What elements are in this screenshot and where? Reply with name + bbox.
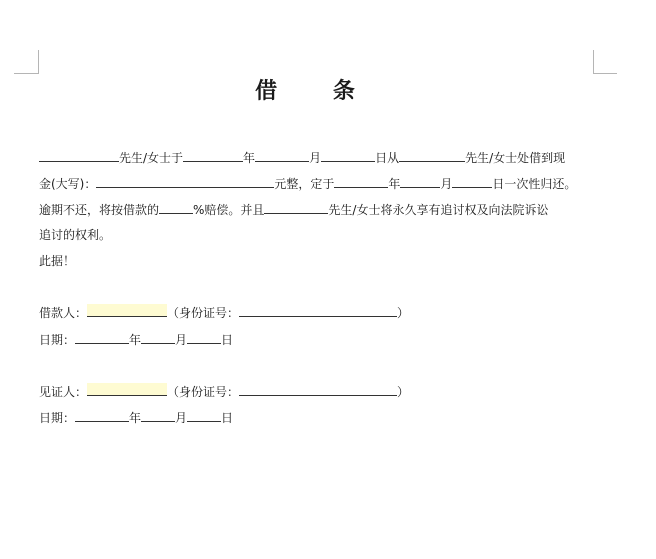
rights-holder-blank[interactable] — [264, 201, 328, 214]
text-segment: 先生/女士处借到现 — [465, 151, 566, 165]
penalty-percent-blank[interactable] — [159, 201, 193, 214]
borrower-month-field[interactable] — [141, 331, 175, 344]
text-segment: 年 — [129, 333, 142, 347]
borrower-day-field[interactable] — [187, 331, 221, 344]
borrower-date-row — [39, 331, 233, 348]
repay-day-blank[interactable] — [452, 175, 492, 188]
text-segment: 年 — [129, 411, 142, 425]
loan-month-blank[interactable] — [255, 149, 309, 162]
text-segment: %赔偿。并且 — [193, 203, 265, 217]
witness-name-field[interactable] — [87, 383, 167, 396]
text-segment: 此据！ — [39, 254, 76, 268]
borrower-date-label: 日期： — [39, 333, 76, 347]
borrower-row — [39, 304, 409, 321]
text-segment: 月 — [309, 151, 322, 165]
repay-month-blank[interactable] — [400, 175, 440, 188]
text-segment: 日 — [221, 411, 234, 425]
text-segment: ） — [397, 306, 410, 320]
loan-day-blank[interactable] — [321, 149, 375, 162]
borrower-label: 借款人： — [39, 306, 88, 320]
text-segment: 先生/女士将永久享有追讨权及向法院诉讼 — [328, 203, 549, 217]
lender-name-blank[interactable] — [39, 149, 119, 162]
text-segment: ） — [397, 385, 410, 399]
creditor-name-blank[interactable] — [399, 149, 465, 162]
text-segment: 逾期不还，将按借款的 — [39, 203, 160, 217]
text-segment: 年 — [243, 151, 256, 165]
text-segment: 年 — [388, 177, 401, 191]
text-segment: 先生/女士于 — [119, 151, 184, 165]
body-line-4 — [39, 227, 111, 243]
amount-in-words-blank[interactable] — [96, 175, 274, 188]
repay-year-blank[interactable] — [334, 175, 388, 188]
witness-id-label: （身份证号： — [167, 385, 240, 399]
text-segment: 月 — [440, 177, 453, 191]
text-segment: 月 — [175, 333, 188, 347]
witness-year-field[interactable] — [75, 409, 129, 422]
margin-mark-vertical — [38, 50, 39, 74]
margin-mark-vertical — [593, 50, 594, 74]
text-segment: 日从 — [375, 151, 400, 165]
body-line-2 — [39, 175, 576, 192]
witness-id-field[interactable] — [239, 383, 397, 396]
text-segment: 日一次性归还。 — [492, 177, 577, 191]
text-segment: 月 — [175, 411, 188, 425]
body-line-1 — [39, 149, 565, 166]
witness-row — [39, 383, 409, 400]
witness-label: 见证人： — [39, 385, 88, 399]
text-segment: 金(大写)： — [39, 177, 97, 191]
witness-date-row — [39, 409, 233, 426]
document-title: 借 条 — [255, 78, 379, 104]
borrower-year-field[interactable] — [75, 331, 129, 344]
borrower-id-label: （身份证号： — [167, 306, 240, 320]
text-segment: 日 — [221, 333, 234, 347]
witness-date-label: 日期： — [39, 411, 76, 425]
text-segment: 追讨的权利。 — [39, 228, 112, 242]
text-segment: 元整，定于 — [274, 177, 335, 191]
witness-day-field[interactable] — [187, 409, 221, 422]
borrower-name-field[interactable] — [87, 304, 167, 317]
body-line-3 — [39, 201, 548, 218]
body-line-5 — [39, 253, 75, 269]
borrower-id-field[interactable] — [239, 304, 397, 317]
loan-year-blank[interactable] — [183, 149, 243, 162]
witness-month-field[interactable] — [141, 409, 175, 422]
